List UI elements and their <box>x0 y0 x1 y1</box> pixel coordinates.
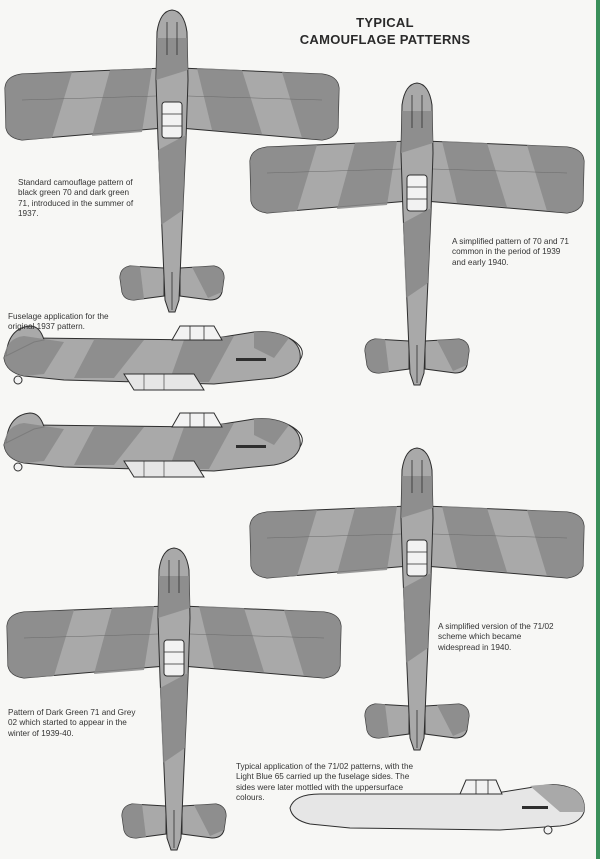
title-line-2: CAMOUFLAGE PATTERNS <box>299 32 471 47</box>
aircraft-side-view-1937-a <box>4 326 302 390</box>
caption-dark-green-grey: Pattern of Dark Green 71 and Grey 02 which started to appear in the winter of 1939-40. <box>8 708 136 738</box>
page-edge-strip <box>596 0 600 859</box>
aircraft-top-view-71-02 <box>250 448 584 750</box>
aircraft-side-view-1937-b <box>4 413 302 477</box>
title-line-1: TYPICAL <box>356 15 414 30</box>
caption-light-blue-sides: Typical application of the 71/02 patterns, with the Light Blue 65 carried up the fuselage sides. The sides were later mottled with the uppersurface colours. <box>236 762 414 803</box>
caption-simplified-71-02: A simplified version of the 71/02 scheme which became widespread in 1940. <box>438 622 554 652</box>
caption-standard-1937: Standard camouflage pattern of black green 70 and dark green 71, introduced in the summer of 1937. <box>18 178 134 219</box>
caption-simplified-70-71: A simplified pattern of 70 and 71 common in the period of 1939 and early 1940. <box>452 237 569 267</box>
caption-fuselage-1937: Fuselage application for the original 1937 pattern. <box>8 312 109 332</box>
